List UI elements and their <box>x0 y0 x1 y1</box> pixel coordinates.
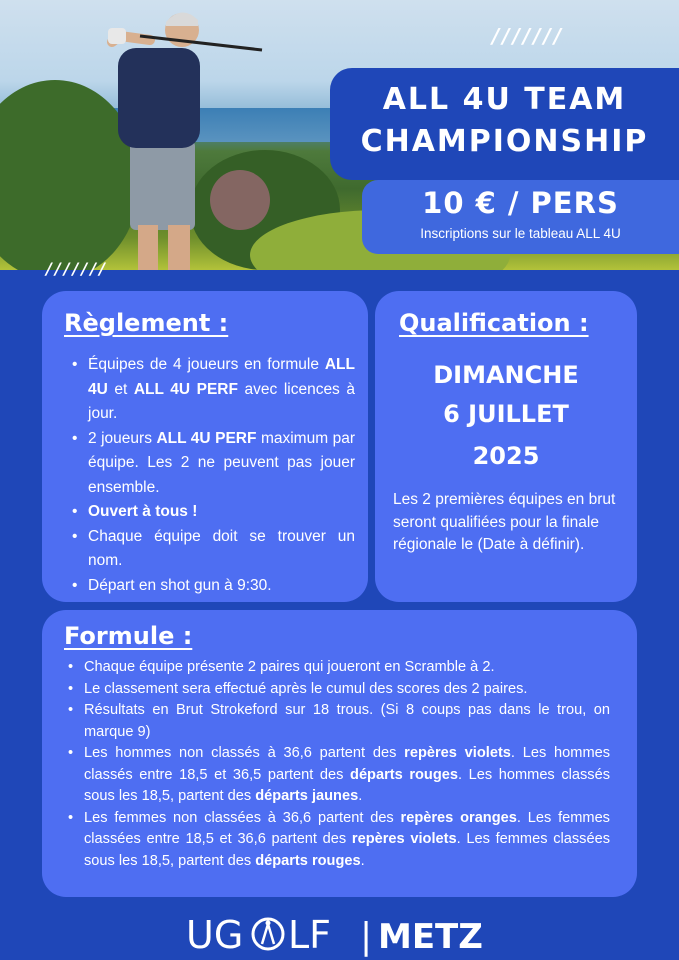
list-item <box>72 353 355 427</box>
price-box <box>362 180 679 254</box>
list-item-bold-text: départs rouges <box>255 852 361 869</box>
list-item <box>68 657 610 679</box>
price: 10 € / PERS <box>422 186 619 220</box>
list-item-bold-text: départs rouges <box>350 766 458 783</box>
list-item <box>72 525 355 574</box>
list-item <box>68 808 610 873</box>
logo-text-right: LF <box>288 913 332 957</box>
event-title-line1: ALL 4U TEAM <box>382 82 627 117</box>
list-item-bold-text: ALL 4U PERF <box>156 429 257 447</box>
reglement-card <box>42 291 368 602</box>
list-item-text: Départ en shot gun à 9:30. <box>88 576 272 594</box>
list-item-text: . Les femmes classées sous les 18,5, partent des <box>84 831 610 869</box>
list-item-bold-text: repères oranges <box>400 809 517 826</box>
list-item-text: Le classement sera effectué après le cumul des scores des 2 paires. <box>84 680 528 697</box>
golf-ball-icon <box>253 919 283 949</box>
logo-text-left: UG <box>186 913 244 957</box>
reglement-list <box>72 353 355 598</box>
list-item <box>68 700 610 743</box>
reglement-title: Règlement : <box>64 309 229 337</box>
list-item-bold-text: départs jaunes <box>255 788 359 804</box>
list-item-bold-text: ALL 4U PERF <box>133 380 238 398</box>
qualification-title: Qualification : <box>399 309 589 337</box>
list-item-text: Résultats en Brut Strokeford sur 18 trous. (Si 8 coups pas dans le trou, on marque 9) <box>84 702 610 740</box>
inscriptions-note: Inscriptions sur le tableau ALL 4U <box>420 226 621 241</box>
formule-title: Formule : <box>64 622 193 650</box>
list-item-text: Chaque équipe présente 2 paires qui joueront en Scramble à 2. <box>84 659 495 675</box>
title-box <box>330 68 679 180</box>
formule-list <box>68 657 610 872</box>
list-item <box>72 500 355 525</box>
list-item-bold-text: repères violets <box>351 831 457 847</box>
list-item-bold-text: Ouvert à tous ! <box>88 503 198 520</box>
deco-stripes-bottom: /////// <box>46 259 108 278</box>
list-item-text: . Les hommes classés entre 18,5 et 36,5 partent des <box>84 745 611 783</box>
logo-city: METZ <box>378 917 483 957</box>
list-item <box>68 743 610 808</box>
qualification-card <box>375 291 637 602</box>
logo-separator: | <box>360 916 373 957</box>
list-item <box>72 574 355 599</box>
deco-stripes-top: /////// <box>492 24 565 48</box>
list-item-text: . Les femmes classées entre 18,5 et 36,6 partent des <box>84 809 610 847</box>
list-item-text: 2 joueurs <box>88 429 157 447</box>
list-item-text: et <box>107 380 134 398</box>
ugolf-metz-logo <box>0 904 679 960</box>
list-item-bold-text: repères violets <box>404 745 511 761</box>
list-item-text: Les femmes non classées à 36,6 partent des <box>84 809 401 826</box>
formule-card <box>42 610 637 897</box>
list-item-bold-text: ALL 4U <box>88 356 355 398</box>
list-item <box>68 679 610 701</box>
list-item-text: Chaque équipe doit se trouver un nom. <box>88 527 355 569</box>
list-item-text: . Les hommes classés sous les 18,5, partent des <box>84 766 610 804</box>
list-item <box>72 427 355 501</box>
list-item-text: Équipes de 4 joueurs en formule <box>88 356 325 373</box>
qualification-date: 6 JUILLET <box>443 400 569 428</box>
list-item-text: avec licences à jour. <box>88 380 355 422</box>
event-title-line2: CHAMPIONSHIP <box>360 124 649 159</box>
list-item-text: . <box>360 852 365 869</box>
list-item-text: maximum par équipe. Les 2 ne peuvent pas jouer ensemble. <box>88 429 356 496</box>
list-item-text: Les hommes non classés à 36,6 partent des <box>84 745 405 761</box>
list-item-text: . <box>358 788 363 804</box>
qualification-year: 2025 <box>472 442 540 470</box>
qualification-text: Les 2 premières équipes en brut seront qualifiées pour la finale régionale le (Date à définir). <box>393 491 616 553</box>
qualification-day: DIMANCHE <box>433 361 579 389</box>
